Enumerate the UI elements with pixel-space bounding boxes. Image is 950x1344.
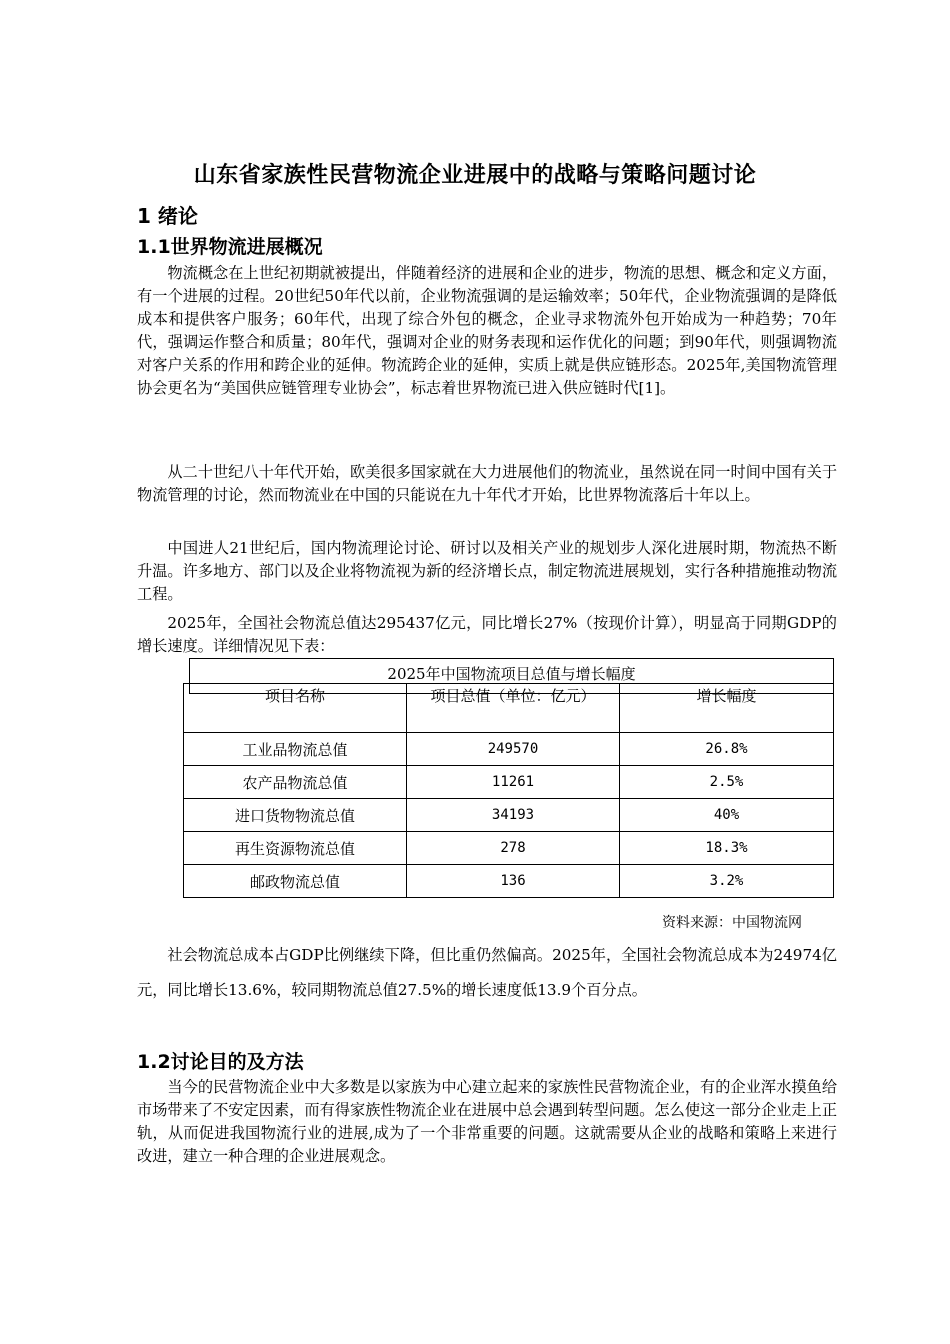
document-title: 山东省家族性民营物流企业进展中的战略与策略问题讨论 bbox=[193, 163, 757, 188]
table-cell: 34193 bbox=[407, 799, 620, 832]
table-header-cell: 项目总值（单位：亿元） bbox=[407, 684, 620, 733]
section-heading-1-1: 1.1世界物流进展概况 bbox=[137, 236, 323, 258]
table-cell: 249570 bbox=[407, 733, 620, 766]
paragraph-2: 从二十世纪八十年代开始，欧美很多国家就在大力进展他们的物流业，虽然说在同一时间中国有关于物流管理的讨论，然而物流业在中国的只能说在九十年代才开始，比世界物流落后十年以上。 bbox=[137, 463, 837, 504]
table-cell: 工业品物流总值 bbox=[184, 733, 407, 766]
table-row bbox=[184, 766, 834, 799]
table-cell: 11261 bbox=[407, 766, 620, 799]
table-cell: 进口货物物流总值 bbox=[184, 799, 407, 832]
paragraph-3: 中国进人21世纪后，国内物流理论讨论、研讨以及相关产业的规划步人深化进展时期，物流热不断升温。许多地方、部门以及企业将物流视为新的经济增长点，制定物流进展规划，实行各种措施推动物流工程。 bbox=[137, 539, 837, 603]
table-caption: 2025年中国物流项目总值与增长幅度 bbox=[189, 658, 834, 694]
table-header-cell: 项目名称 bbox=[184, 684, 407, 733]
paragraph-1: 物流概念在上世纪初期就被提出，伴随着经济的进展和企业的进步，物流的思想、概念和定义方面，有一个进展的过程。20世纪50年代以前，企业物流强调的是运输效率；50年代，企业物流强调的是降低成本和提供客户服务；60年代，出现了综合外包的概念，企业寻求物流外包开始成为一种趋势；70年代，强调运作整合和质量；80年代，强调对企业的财务表现和运作优化的问题；到90年代，则强调物流对客户关系的作用和跨企业的延伸。物流跨企业的延伸，实质上就是供应链形态。2025年,美国物流管理协会更名为“美国供应链管理专业协会”，标志着世界物流已进入供应链时代[1]。 bbox=[137, 264, 837, 397]
table-cell: 18.3% bbox=[620, 832, 834, 865]
table-cell: 136 bbox=[407, 865, 620, 898]
table-cell: 邮政物流总值 bbox=[184, 865, 407, 898]
table-cell: 农产品物流总值 bbox=[184, 766, 407, 799]
table-row bbox=[184, 865, 834, 898]
logistics-table bbox=[183, 683, 834, 898]
section-heading-1: 1 绪论 bbox=[137, 204, 198, 228]
table-cell: 40% bbox=[620, 799, 834, 832]
table-header-cell: 增长幅度 bbox=[620, 684, 834, 733]
table-cell: 再生资源物流总值 bbox=[184, 832, 407, 865]
paragraph-4: 2025年，全国社会物流总值达295437亿元，同比增长27%（按现价计算），明显高于同期GDP的增长速度。详细情况见下表： bbox=[137, 614, 837, 655]
table-row bbox=[184, 733, 834, 766]
table-cell: 3.2% bbox=[620, 865, 834, 898]
paragraph-5: 社会物流总成本占GDP比例继续下降，但比重仍然偏高。2025年，全国社会物流总成本为24974亿元，同比增长13.6%，较同期物流总值27.5%的增长速度低13.9个百分点。 bbox=[137, 946, 837, 999]
section-heading-1-2: 1.2讨论目的及方法 bbox=[137, 1051, 304, 1073]
table-cell: 26.8% bbox=[620, 733, 834, 766]
table-cell: 2.5% bbox=[620, 766, 834, 799]
table-row bbox=[184, 799, 834, 832]
table-row bbox=[184, 832, 834, 865]
paragraph-6: 当今的民营物流企业中大多数是以家族为中心建立起来的家族性民营物流企业，有的企业浑水摸鱼给市场带来了不安定因素，而有得家族性物流企业在进展中总会遇到转型问题。怎么使这一部分企业走上正轨，从而促进我国物流行业的进展,成为了一个非常重要的问题。这就需要从企业的战略和策略上来进行改进，建立一种合理的企业进展观念。 bbox=[137, 1078, 837, 1165]
table-source-note: 资料来源：中国物流网 bbox=[662, 915, 802, 931]
table-cell: 278 bbox=[407, 832, 620, 865]
